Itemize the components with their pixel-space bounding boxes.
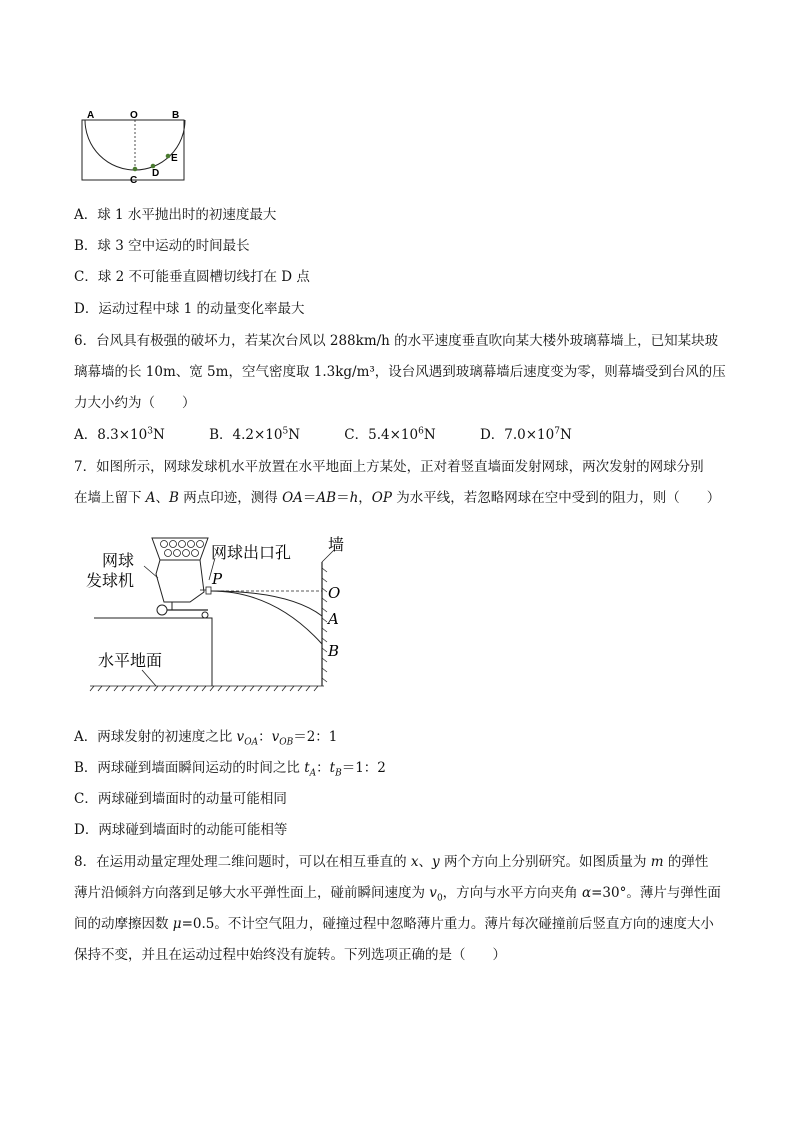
outlet-label: 网球出口孔 <box>211 543 292 562</box>
ground-hatch <box>90 686 324 691</box>
cart-wheel-left <box>157 605 167 615</box>
q6-stem-line-2: 璃幕墙的长 10m、宽 5m，空气密度取 1.3kg/m³，设台风遇到玻璃幕墙后速度变为零，则幕墙受到台风的压 <box>74 364 726 380</box>
q6-option-d: D．$7.0\times 10^7N$ <box>479 426 572 443</box>
label-b: B <box>172 110 180 121</box>
wall-label: 墙 <box>328 535 345 554</box>
q7-stem-line-1: 7．如图所示，网球发球机水平放置在水平地面上方某处，正对着竖直墙面发射网球，两次发射的网球分别 <box>74 459 704 475</box>
point-a-label: A <box>328 610 339 628</box>
point-p-label: P <box>212 570 223 588</box>
q7-option-b: B．两球碰到墙面瞬间运动的时间之比 $t_A$：$t_B=1$：2 <box>74 760 386 779</box>
q5-option-c: C．球 2 不可能垂直圆槽切线打在 D 点 <box>74 269 310 285</box>
tennis-machine-figure <box>84 534 364 694</box>
q7-option-c: C．两球碰到墙面时的动量可能相同 <box>74 791 287 807</box>
q7-option-a: A．两球发射的初速度之比 $v_{OA}$：$v_{OB}=2$：1 <box>74 729 338 748</box>
q5-option-d: D．运动过程中球 1 的动量变化率最大 <box>74 301 305 317</box>
point-e-dot <box>166 154 171 159</box>
machine-pointer <box>144 566 158 578</box>
machine-label-line-1: 网球 <box>102 551 135 570</box>
label-c: C <box>130 175 138 186</box>
q8-stem-line-4: 保持不变，并且在运动过程中始终没有旋转。下列选项正确的是（ ） <box>74 947 506 963</box>
machine-label-line-2: 发球机 <box>86 571 135 590</box>
groove-box <box>82 120 184 180</box>
outlet-nozzle <box>206 587 211 594</box>
label-a: A <box>87 110 95 121</box>
q6-stem-line-1: 6．台风具有极强的破坏力，若某次台风以 288km/h 的水平速度垂直吹向某大楼外玻璃幕墙上，已知某块玻 <box>74 333 719 349</box>
trajectory-a <box>211 591 322 616</box>
ground-label: 水平地面 <box>98 651 163 670</box>
q7-stem-line-2: 在墙上留下 A、B 两点印迹，测得 OA＝AB＝h，OP 为水平线，若忽略网球在空中受到的阻力，则（ ） <box>74 490 721 506</box>
label-o: O <box>130 110 138 121</box>
label-e: E <box>171 153 178 164</box>
label-d: D <box>152 168 160 179</box>
groove-figure <box>74 106 194 186</box>
q8-stem-line-1: 8．在运用动量定理处理二维问题时，可以在相互垂直的 x、y 两个方向上分别研究。如图质量为 m 的弹性 <box>74 854 709 870</box>
q6-option-c: C．$5.4\times 10^6N$ <box>344 426 436 443</box>
trajectory-b <box>211 591 322 644</box>
q6-option-a: A．$8.3\times 10^3N$ <box>74 426 165 443</box>
point-b-label: B <box>328 642 340 660</box>
q5-option-b: B．球 3 空中运动的时间最长 <box>74 238 250 254</box>
q7-option-d: D．两球碰到墙面时的动能可能相等 <box>74 822 288 838</box>
cart-wheel-right <box>202 612 208 618</box>
point-c-dot <box>133 167 138 172</box>
q8-stem-line-3: 间的动摩擦因数 μ=0.5。不计空气阻力，碰撞过程中忽略薄片重力。薄片每次碰撞前后竖直方向的速度大小 <box>74 916 714 932</box>
wall-hatch <box>322 568 327 682</box>
q5-option-a: A．球 1 水平抛出时的初速度最大 <box>74 207 277 223</box>
q8-stem-line-2: 薄片沿倾斜方向落到足够大水平弹性面上，碰前瞬间速度为 $v_0$，方向与水平方向夹角 α=30°。薄片与弹性面 <box>74 885 721 904</box>
q6-options <box>74 425 572 445</box>
point-o-label: O <box>328 584 341 602</box>
ground-pointer <box>142 670 156 686</box>
machine-body <box>156 560 204 602</box>
q6-option-b: B．$4.2\times 10^5N$ <box>209 426 300 443</box>
q6-stem-line-3: 力大小约为（ ） <box>74 395 196 411</box>
